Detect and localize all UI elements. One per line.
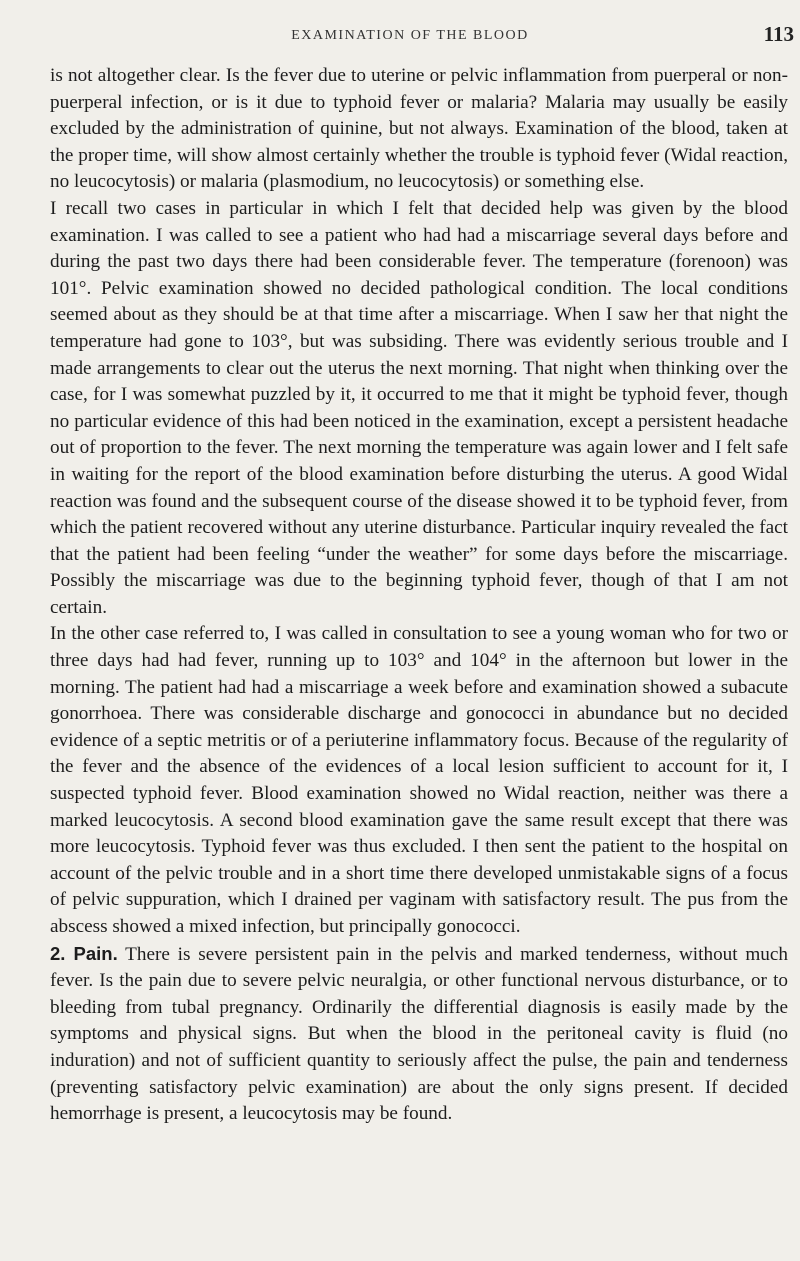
page-number: 113 <box>763 22 794 46</box>
paragraph-3: In the other case referred to, I was called in consultation to see a young woman who for two or three days had had fever, running up to 103° and 104° in the afternoon but lower in the morning. The patient had had a miscarriage a week before and examination showed a subacute gonorrhoea. There was considerable discharge and gonococci in abundance but no decided evidence of a septic metritis or of a periuterine inflammatory focus. Because of the regularity of the fever and the absence of the evidences of a local lesion sufficient to account for it, I suspected typhoid fever. Blood examination showed no Widal reaction, neither was there a marked leucocytosis. A second blood examination gave the same result except that there was more leucocytosis. Typhoid fever was thus excluded. I then sent the patient to the hospital on account of the pelvic trouble and in a short time there developed unmistakable signs of a focus of pelvic suppuration, which I drained per vaginam with satisfactory result. The pus from the abscess showed a mixed infection, but principally gonococci. <box>50 623 788 937</box>
section-heading-pain: 2. Pain. <box>50 942 118 964</box>
running-head <box>52 24 800 54</box>
paragraph-2: I recall two cases in particular in which I felt that decided help was given by the blood examination. I was called to see a patient who had had a miscarriage several days before and during the past two days there had been considerable fever. The temperature (forenoon) was 101°. Pelvic examination showed no decided pathological condition. The local conditions seemed about as they should be at that time after a miscarriage. When I saw her that night the temperature had gone to 103°, but was subsiding. There was evidently serious trouble and I made arrangements to clear out the uterus the next morning. That night when thinking over the case, for I was somewhat puzzled by it, it occurred to me that it might be typhoid fever, though no particular evidence of this had been noticed in the examination, except a persistent headache out of proportion to the fever. The next morning the temperature was again lower and I felt safe in waiting for the report of the blood examination before disturbing the uterus. A good Widal reaction was found and the subsequent course of the disease showed it to be typhoid fever, from which the patient recovered without any uterine disturbance. Particular inquiry revealed the fact that the patient had been feeling “under the weather” for some days before the miscarriage. Possibly the miscarriage was due to the beginning typhoid fever, though of that I am not certain. <box>50 197 788 618</box>
body-text <box>50 63 788 1128</box>
paragraph-4-text: There is severe persistent pain in the pelvis and marked tenderness, without much fever. Is the pain due to severe pelvic neuralgia, or other functional nervous disturbance, or to bleeding from tubal pregnancy. Ordinarily the differential diagnosis is easily made by the symptoms and physical signs. But when the blood in the peritoneal cavity is fluid (no induration) and not of sufficient quantity to seriously affect the pulse, the pain and tenderness (preventing satisfactory pelvic examination) are about the only signs present. If decided hemorrhage is present, a leucocytosis may be found. <box>50 943 788 1125</box>
paragraph-1: is not altogether clear. Is the fever due to uterine or pelvic inflammation from puerperal or non-puerperal infection, or is it due to typhoid fever or malaria? Malaria may usually be easily excluded by the administration of quinine, but not always. Examination of the blood, taken at the proper time, will show almost certainly whether the trouble is typhoid fever (Widal reaction, no leucocytosis) or malaria (plasmodium, no leucocytosis) or something else. <box>50 65 788 193</box>
running-title: EXAMINATION OF THE BLOOD <box>291 28 529 43</box>
paragraph-4 <box>50 941 788 1128</box>
